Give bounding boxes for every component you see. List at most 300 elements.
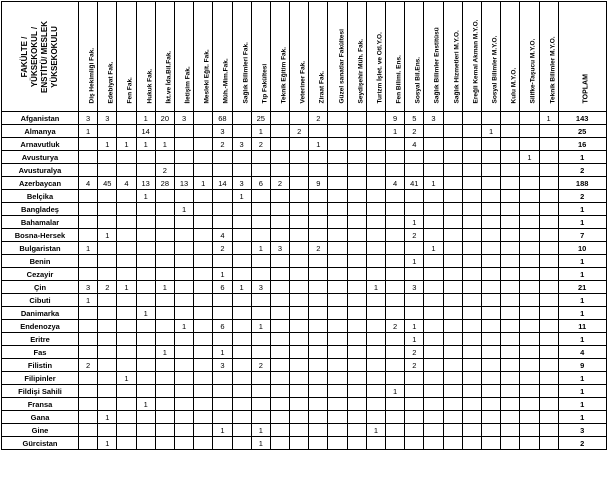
count-cell — [443, 151, 462, 164]
column-header-label: Diş Hekimliği Fak. — [88, 47, 96, 104]
column-header-label: Güzel sanatlar Fakültesi — [338, 29, 346, 104]
row-total: 1 — [558, 151, 606, 164]
count-cell — [194, 164, 213, 177]
count-cell — [174, 398, 193, 411]
count-cell — [347, 294, 366, 307]
count-cell — [136, 346, 155, 359]
count-cell — [424, 320, 443, 333]
count-cell — [270, 411, 289, 424]
count-cell — [405, 372, 424, 385]
count-cell: 1 — [213, 424, 232, 437]
count-cell — [405, 294, 424, 307]
count-cell — [539, 424, 558, 437]
count-cell: 1 — [232, 190, 251, 203]
count-cell: 3 — [79, 281, 98, 294]
count-cell — [155, 320, 174, 333]
count-cell — [155, 294, 174, 307]
count-cell — [347, 346, 366, 359]
count-cell — [309, 307, 328, 320]
count-cell — [481, 385, 500, 398]
table-row — [2, 268, 607, 281]
count-cell — [462, 164, 481, 177]
count-cell — [443, 398, 462, 411]
count-cell — [117, 203, 136, 216]
count-cell — [174, 216, 193, 229]
count-cell — [462, 112, 481, 125]
count-cell — [462, 229, 481, 242]
count-cell — [79, 203, 98, 216]
count-cell — [443, 372, 462, 385]
count-cell: 6 — [251, 177, 270, 190]
count-cell: 4 — [117, 177, 136, 190]
count-cell — [309, 216, 328, 229]
count-cell — [174, 229, 193, 242]
count-cell: 1 — [405, 216, 424, 229]
country-name: Endenozya — [2, 320, 79, 333]
count-cell — [213, 203, 232, 216]
count-cell — [194, 437, 213, 450]
count-cell — [117, 307, 136, 320]
table-row — [2, 203, 607, 216]
count-cell — [290, 307, 309, 320]
count-cell — [117, 190, 136, 203]
count-cell — [520, 255, 539, 268]
count-cell: 2 — [213, 138, 232, 151]
count-cell — [539, 385, 558, 398]
count-cell — [501, 398, 520, 411]
count-cell: 1 — [98, 411, 117, 424]
count-cell — [79, 229, 98, 242]
count-cell — [520, 242, 539, 255]
count-cell — [270, 229, 289, 242]
count-cell — [232, 216, 251, 229]
count-cell — [98, 372, 117, 385]
column-header — [405, 2, 424, 112]
count-cell — [366, 268, 385, 281]
count-cell: 1 — [386, 125, 405, 138]
count-cell — [386, 398, 405, 411]
count-cell — [213, 151, 232, 164]
count-cell: 1 — [366, 281, 385, 294]
count-cell — [501, 385, 520, 398]
count-cell — [366, 294, 385, 307]
row-total: 21 — [558, 281, 606, 294]
country-name: Gürcistan — [2, 437, 79, 450]
count-cell — [194, 151, 213, 164]
count-cell — [270, 138, 289, 151]
count-cell — [366, 307, 385, 320]
count-cell — [328, 138, 347, 151]
count-cell — [539, 203, 558, 216]
count-cell — [481, 203, 500, 216]
count-cell — [328, 242, 347, 255]
count-cell — [251, 255, 270, 268]
count-cell — [328, 346, 347, 359]
count-cell — [328, 125, 347, 138]
column-header — [328, 2, 347, 112]
column-header — [309, 2, 328, 112]
count-cell — [117, 255, 136, 268]
count-cell — [213, 294, 232, 307]
count-cell — [424, 164, 443, 177]
count-cell — [366, 385, 385, 398]
count-cell — [309, 385, 328, 398]
count-cell — [405, 164, 424, 177]
count-cell — [501, 151, 520, 164]
count-cell — [270, 151, 289, 164]
count-cell — [98, 203, 117, 216]
count-cell — [501, 320, 520, 333]
count-cell — [462, 216, 481, 229]
count-cell — [386, 255, 405, 268]
country-name: Cezayir — [2, 268, 79, 281]
count-cell — [520, 346, 539, 359]
count-cell — [347, 151, 366, 164]
count-cell — [539, 437, 558, 450]
count-cell — [136, 242, 155, 255]
count-cell — [386, 424, 405, 437]
count-cell — [443, 138, 462, 151]
count-cell — [462, 294, 481, 307]
count-cell — [290, 333, 309, 346]
count-cell — [270, 125, 289, 138]
count-cell — [194, 359, 213, 372]
count-cell — [366, 125, 385, 138]
row-total: 1 — [558, 372, 606, 385]
column-header-label: Sosyal Bilimler M.Y.O. — [491, 35, 499, 104]
column-header — [79, 2, 98, 112]
count-cell: 1 — [79, 294, 98, 307]
count-cell — [98, 190, 117, 203]
count-cell — [155, 398, 174, 411]
column-header — [136, 2, 155, 112]
column-header — [117, 2, 136, 112]
count-cell — [309, 294, 328, 307]
count-cell: 1 — [539, 112, 558, 125]
count-cell: 9 — [309, 177, 328, 190]
table-row — [2, 164, 607, 177]
count-cell — [347, 333, 366, 346]
count-cell — [386, 281, 405, 294]
count-cell — [386, 203, 405, 216]
count-cell: 1 — [213, 346, 232, 359]
column-header-label: Edebiyat Fak. — [107, 61, 115, 104]
row-total: 1 — [558, 255, 606, 268]
column-header — [347, 2, 366, 112]
count-cell — [174, 242, 193, 255]
count-cell — [405, 385, 424, 398]
count-cell — [309, 320, 328, 333]
count-cell — [462, 151, 481, 164]
column-header — [520, 2, 539, 112]
count-cell — [136, 372, 155, 385]
count-cell — [98, 385, 117, 398]
column-header — [213, 2, 232, 112]
count-cell — [194, 346, 213, 359]
count-cell — [424, 333, 443, 346]
count-cell — [79, 320, 98, 333]
count-cell — [424, 203, 443, 216]
count-cell — [539, 333, 558, 346]
count-cell — [98, 151, 117, 164]
count-cell: 3 — [232, 177, 251, 190]
count-cell — [386, 437, 405, 450]
column-header-label: Hukuk Fak. — [146, 68, 154, 104]
count-cell — [290, 359, 309, 372]
country-name: Avusturalya — [2, 164, 79, 177]
count-cell — [309, 255, 328, 268]
count-cell — [290, 411, 309, 424]
count-cell — [194, 203, 213, 216]
count-cell — [443, 359, 462, 372]
count-cell — [174, 255, 193, 268]
count-cell — [98, 294, 117, 307]
count-cell — [481, 151, 500, 164]
count-cell: 1 — [117, 138, 136, 151]
count-cell — [405, 307, 424, 320]
count-cell — [290, 151, 309, 164]
corner-line-3: ENSTİTÜ/ MESLEK — [40, 20, 49, 93]
count-cell — [481, 164, 500, 177]
count-cell — [424, 437, 443, 450]
count-cell — [136, 424, 155, 437]
count-cell — [520, 190, 539, 203]
count-cell — [232, 320, 251, 333]
count-cell — [290, 138, 309, 151]
count-cell — [251, 307, 270, 320]
count-cell: 5 — [405, 112, 424, 125]
count-cell — [136, 281, 155, 294]
count-cell — [501, 307, 520, 320]
count-cell — [270, 385, 289, 398]
corner-line-2: YÜKSEKOKUL / — [30, 26, 39, 87]
count-cell — [539, 177, 558, 190]
count-cell — [366, 177, 385, 190]
count-cell — [270, 398, 289, 411]
country-name: Danimarka — [2, 307, 79, 320]
count-cell — [366, 216, 385, 229]
count-cell — [232, 112, 251, 125]
count-cell — [405, 190, 424, 203]
count-cell — [520, 125, 539, 138]
column-header-label: Kulu M.Y.O. — [510, 67, 518, 104]
count-cell — [347, 203, 366, 216]
country-name: Benin — [2, 255, 79, 268]
count-cell — [232, 372, 251, 385]
count-cell — [117, 216, 136, 229]
table-row — [2, 333, 607, 346]
count-cell — [501, 112, 520, 125]
count-cell — [328, 294, 347, 307]
country-name: Çin — [2, 281, 79, 294]
count-cell: 1 — [232, 281, 251, 294]
row-total: 2 — [558, 190, 606, 203]
column-header — [501, 2, 520, 112]
count-cell: 2 — [79, 359, 98, 372]
count-cell — [232, 385, 251, 398]
count-cell — [520, 372, 539, 385]
count-cell: 1 — [136, 307, 155, 320]
count-cell — [194, 190, 213, 203]
count-cell — [174, 281, 193, 294]
count-cell — [251, 229, 270, 242]
count-cell — [501, 177, 520, 190]
count-cell — [232, 307, 251, 320]
count-cell — [309, 372, 328, 385]
count-cell — [539, 320, 558, 333]
count-cell: 1 — [386, 385, 405, 398]
count-cell — [309, 203, 328, 216]
count-cell — [328, 190, 347, 203]
count-cell — [194, 216, 213, 229]
table-row — [2, 190, 607, 203]
count-cell — [309, 411, 328, 424]
column-header — [194, 2, 213, 112]
count-cell — [462, 424, 481, 437]
count-cell — [328, 255, 347, 268]
count-cell — [290, 255, 309, 268]
count-cell: 1 — [213, 268, 232, 281]
count-cell — [481, 177, 500, 190]
count-cell — [232, 125, 251, 138]
count-cell — [155, 307, 174, 320]
column-header — [270, 2, 289, 112]
count-cell: 1 — [136, 398, 155, 411]
count-cell — [174, 333, 193, 346]
count-cell — [213, 333, 232, 346]
count-cell — [501, 164, 520, 177]
count-cell — [520, 437, 539, 450]
count-cell — [501, 216, 520, 229]
count-cell — [270, 190, 289, 203]
count-cell — [232, 164, 251, 177]
count-cell: 2 — [270, 177, 289, 190]
count-cell — [290, 398, 309, 411]
count-cell — [462, 138, 481, 151]
count-cell — [366, 411, 385, 424]
count-cell — [424, 385, 443, 398]
count-cell — [462, 359, 481, 372]
table-row — [2, 294, 607, 307]
count-cell — [232, 229, 251, 242]
count-cell — [481, 411, 500, 424]
count-cell — [501, 411, 520, 424]
row-total: 11 — [558, 320, 606, 333]
count-cell — [174, 151, 193, 164]
count-cell: 1 — [251, 437, 270, 450]
count-cell — [328, 398, 347, 411]
count-cell — [501, 359, 520, 372]
count-cell — [309, 151, 328, 164]
count-cell — [539, 294, 558, 307]
country-name: Gine — [2, 424, 79, 437]
count-cell — [155, 359, 174, 372]
count-cell: 3 — [213, 359, 232, 372]
count-cell — [290, 177, 309, 190]
count-cell: 1 — [194, 177, 213, 190]
count-cell — [251, 294, 270, 307]
count-cell — [98, 359, 117, 372]
count-cell — [501, 255, 520, 268]
count-cell: 14 — [213, 177, 232, 190]
count-cell — [232, 151, 251, 164]
count-cell — [366, 320, 385, 333]
count-cell — [117, 424, 136, 437]
count-cell — [194, 372, 213, 385]
count-cell — [98, 255, 117, 268]
column-header-label: Sağlık Hizmetleri M.Y.O. — [453, 30, 461, 104]
count-cell — [386, 411, 405, 424]
count-cell — [501, 281, 520, 294]
count-cell — [481, 320, 500, 333]
column-header-label: Ziraat Fak. — [318, 70, 326, 104]
count-cell: 3 — [270, 242, 289, 255]
count-cell: 1 — [117, 372, 136, 385]
count-cell — [462, 385, 481, 398]
count-cell: 1 — [424, 242, 443, 255]
count-cell — [290, 281, 309, 294]
count-cell: 1 — [251, 242, 270, 255]
count-cell — [309, 281, 328, 294]
count-cell — [366, 242, 385, 255]
count-cell — [155, 333, 174, 346]
count-cell — [194, 268, 213, 281]
count-cell — [424, 151, 443, 164]
count-cell — [290, 437, 309, 450]
count-cell — [539, 372, 558, 385]
count-cell — [443, 424, 462, 437]
count-cell — [98, 307, 117, 320]
count-cell — [79, 164, 98, 177]
count-cell — [520, 307, 539, 320]
count-cell — [98, 320, 117, 333]
count-cell — [174, 437, 193, 450]
count-cell — [520, 268, 539, 281]
count-cell — [347, 385, 366, 398]
count-cell — [347, 164, 366, 177]
count-cell — [213, 216, 232, 229]
count-cell — [462, 177, 481, 190]
count-cell — [232, 411, 251, 424]
count-cell — [194, 411, 213, 424]
count-cell — [213, 437, 232, 450]
row-total: 188 — [558, 177, 606, 190]
count-cell: 20 — [155, 112, 174, 125]
count-cell — [501, 294, 520, 307]
count-cell — [424, 190, 443, 203]
country-name: Filipinler — [2, 372, 79, 385]
count-cell — [290, 372, 309, 385]
table-row — [2, 229, 607, 242]
count-cell — [520, 203, 539, 216]
count-cell — [539, 255, 558, 268]
count-cell — [136, 385, 155, 398]
country-name: Fildişi Sahili — [2, 385, 79, 398]
count-cell: 1 — [79, 125, 98, 138]
count-cell — [232, 359, 251, 372]
column-header-label: Teknik Bilimler M.Y.O. — [549, 36, 557, 104]
count-cell — [79, 424, 98, 437]
count-cell — [270, 203, 289, 216]
count-cell — [213, 411, 232, 424]
count-cell — [79, 190, 98, 203]
count-cell — [270, 346, 289, 359]
count-cell — [424, 307, 443, 320]
count-cell — [309, 268, 328, 281]
count-cell — [194, 333, 213, 346]
count-cell — [174, 359, 193, 372]
count-cell — [443, 437, 462, 450]
